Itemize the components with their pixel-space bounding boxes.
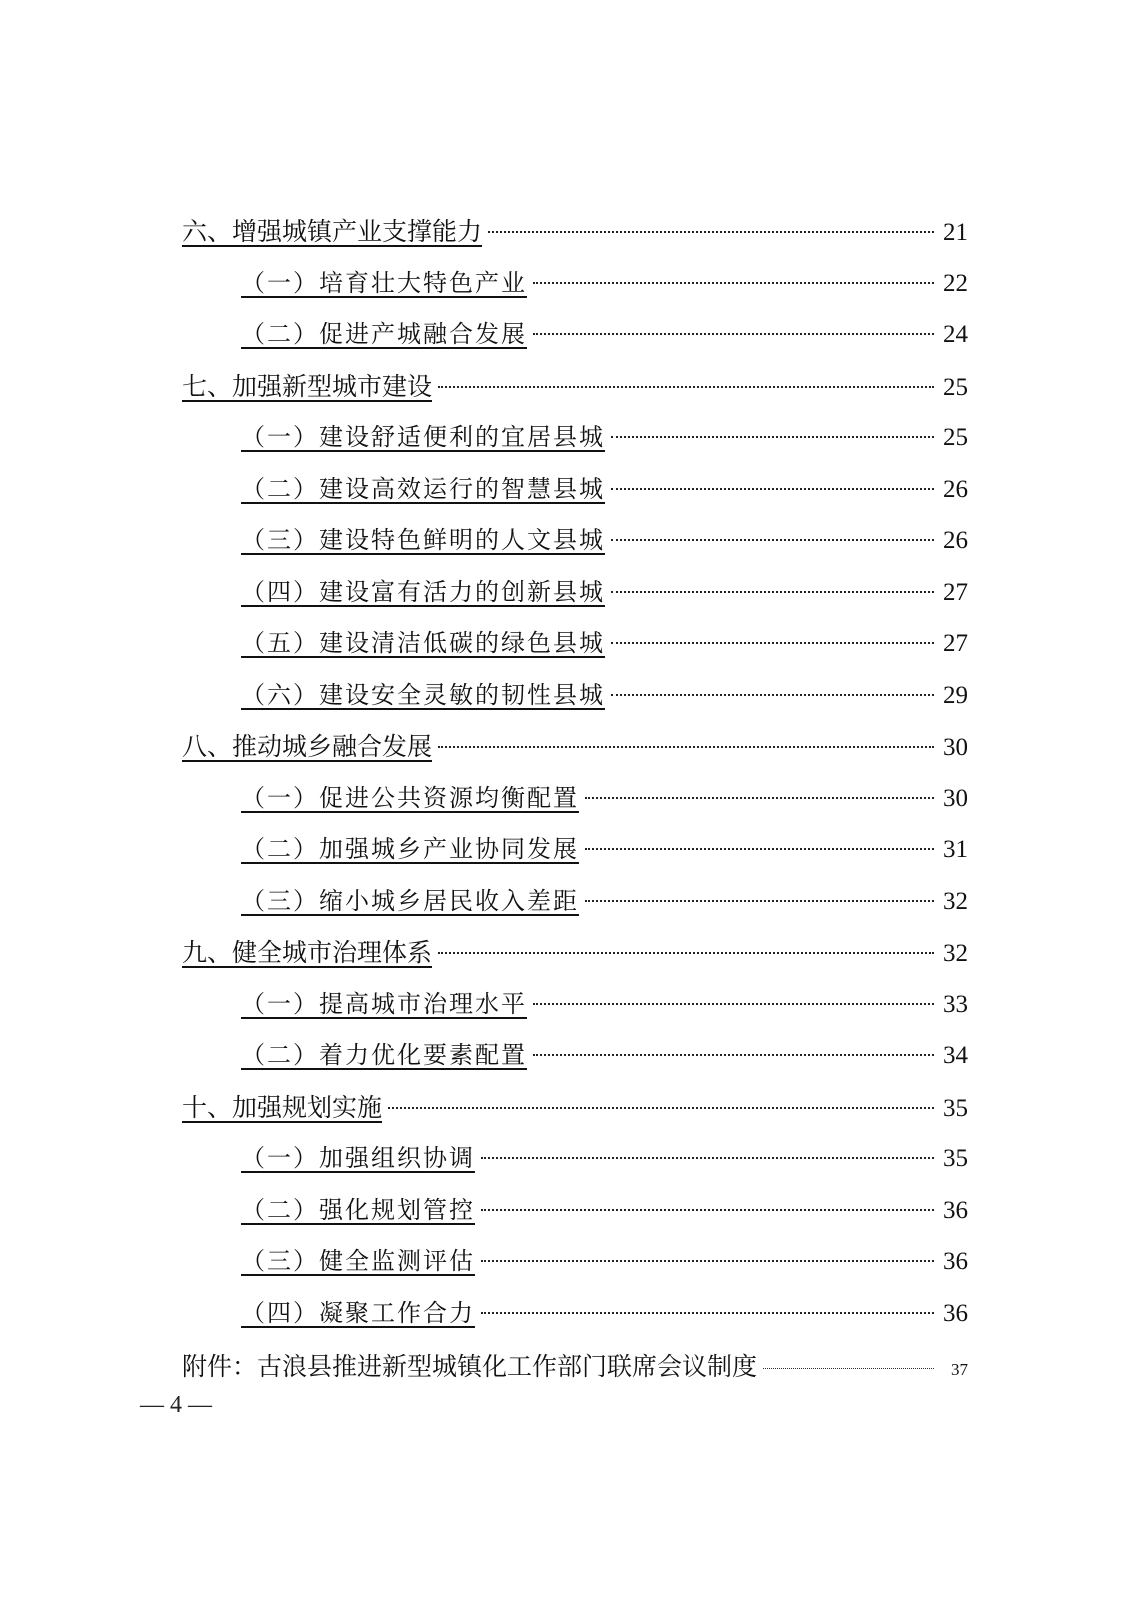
toc-subsection[interactable] (182, 1133, 968, 1185)
toc-entry-title: （二）着力优化要素配置 (241, 1041, 527, 1069)
toc-page-number: 30 (943, 734, 968, 761)
dot-leader (611, 488, 934, 490)
toc-subsection[interactable] (182, 979, 968, 1031)
toc-page-number: 26 (943, 527, 968, 554)
toc-page-number: 35 (943, 1145, 968, 1172)
dot-leader (388, 1107, 934, 1109)
dot-leader (585, 900, 934, 902)
toc-page-number: 32 (943, 887, 968, 915)
toc-subsection[interactable] (182, 515, 968, 567)
toc-subsection[interactable] (182, 1236, 968, 1288)
toc-page-number: 36 (943, 1248, 968, 1275)
toc-subsection[interactable] (182, 773, 968, 825)
dot-leader (481, 1260, 934, 1262)
toc-subsection[interactable] (182, 412, 968, 464)
toc-subsection[interactable] (182, 618, 968, 670)
toc-entry-title: 九、健全城市治理体系 (182, 938, 433, 967)
toc-subsection[interactable] (182, 1030, 968, 1082)
dot-leader (611, 642, 934, 644)
toc-entry-title: 十、加强规划实施 (182, 1092, 383, 1122)
toc-page-number: 37 (951, 1360, 968, 1379)
toc-page-number: 33 (943, 990, 968, 1018)
toc-subsection[interactable] (182, 876, 968, 928)
toc-entry-title: 八、推动城乡融合发展 (182, 732, 433, 761)
toc-entry-title: （二）建设高效运行的智慧县城 (241, 474, 605, 503)
toc-subsection[interactable] (182, 1288, 968, 1340)
toc-entry-title: （一）促进公共资源均衡配置 (241, 783, 579, 812)
toc-annex-title: 附件：古浪县推进新型城镇化工作部门联席会议制度 (182, 1352, 758, 1381)
dot-leader (611, 591, 934, 593)
dot-leader (481, 1312, 934, 1314)
toc-entry-title: （二）促进产城融合发展 (241, 320, 527, 348)
toc-entry-title: （四）建设富有活力的创新县城 (241, 577, 605, 606)
dot-leader (533, 282, 934, 284)
dot-leader (438, 952, 934, 954)
toc-entry-title: （一）加强组织协调 (241, 1144, 475, 1172)
toc-page-number: 25 (943, 373, 968, 401)
toc-entry-title: （一）建设舒适便利的宜居县城 (241, 423, 605, 451)
toc-entry-title: （三）建设特色鲜明的人文县城 (241, 526, 605, 554)
toc-subsection[interactable] (182, 1185, 968, 1237)
dot-leader (533, 1054, 934, 1056)
toc-subsection[interactable] (182, 464, 968, 516)
toc-page-number: 27 (943, 578, 968, 606)
dot-leader (481, 1157, 934, 1159)
toc-entry-title: （一）提高城市治理水平 (241, 989, 527, 1018)
dot-leader (585, 797, 934, 799)
toc-entry-title: （三）健全监测评估 (241, 1247, 475, 1275)
toc-page-number: 24 (943, 321, 968, 348)
toc-page-number: 35 (943, 1094, 968, 1122)
toc-entry-title: （二）加强城乡产业协同发展 (241, 835, 579, 863)
toc-subsection[interactable] (182, 309, 968, 361)
toc-annex[interactable] (182, 1339, 968, 1395)
toc-entry-title: （六）建设安全灵敏的韧性县城 (241, 680, 605, 709)
dot-leader (488, 231, 934, 233)
dot-leader (481, 1209, 934, 1211)
toc-page-number: 25 (943, 424, 968, 451)
toc-section-6[interactable] (182, 206, 968, 258)
page-number-footer: — 4 — (140, 1392, 212, 1418)
toc-page-number: 36 (943, 1299, 968, 1327)
toc-page-number: 22 (943, 269, 968, 297)
toc-entry-title: （三）缩小城乡居民收入差距 (241, 886, 579, 915)
toc-entry-title: 六、增强城镇产业支撑能力 (182, 217, 483, 246)
dot-leader (533, 333, 934, 335)
toc-page-number: 32 (943, 940, 968, 967)
toc-page-number: 26 (943, 475, 968, 503)
dot-leader (763, 1368, 934, 1369)
toc-entry-title: （一）培育壮大特色产业 (241, 268, 527, 297)
toc-subsection[interactable] (182, 567, 968, 619)
toc-section-8[interactable] (182, 721, 968, 773)
toc-subsection[interactable] (182, 258, 968, 310)
toc-section-7[interactable] (182, 361, 968, 413)
dot-leader (533, 1003, 934, 1005)
dot-leader (611, 694, 934, 696)
toc-entry-title: （二）强化规划管控 (241, 1195, 475, 1224)
toc-page-number: 31 (943, 836, 968, 863)
toc-page-number: 30 (943, 784, 968, 812)
toc-section-10[interactable] (182, 1082, 968, 1134)
dot-leader (585, 848, 934, 850)
toc-subsection[interactable] (182, 824, 968, 876)
dot-leader (611, 436, 934, 438)
dot-leader (438, 386, 934, 388)
toc-subsection[interactable] (182, 670, 968, 722)
toc-page-number: 29 (943, 681, 968, 709)
toc-page-number: 36 (943, 1196, 968, 1224)
dot-leader (611, 539, 934, 541)
toc-section-9[interactable] (182, 927, 968, 979)
toc-page-number: 21 (943, 219, 968, 246)
toc-page-number: 34 (943, 1042, 968, 1069)
table-of-contents (182, 206, 968, 1395)
toc-page-number: 27 (943, 630, 968, 657)
dot-leader (438, 746, 934, 748)
toc-entry-title: （五）建设清洁低碳的绿色县城 (241, 629, 605, 657)
toc-entry-title: （四）凝聚工作合力 (241, 1298, 475, 1327)
toc-entry-title: 七、加强新型城市建设 (182, 371, 433, 401)
